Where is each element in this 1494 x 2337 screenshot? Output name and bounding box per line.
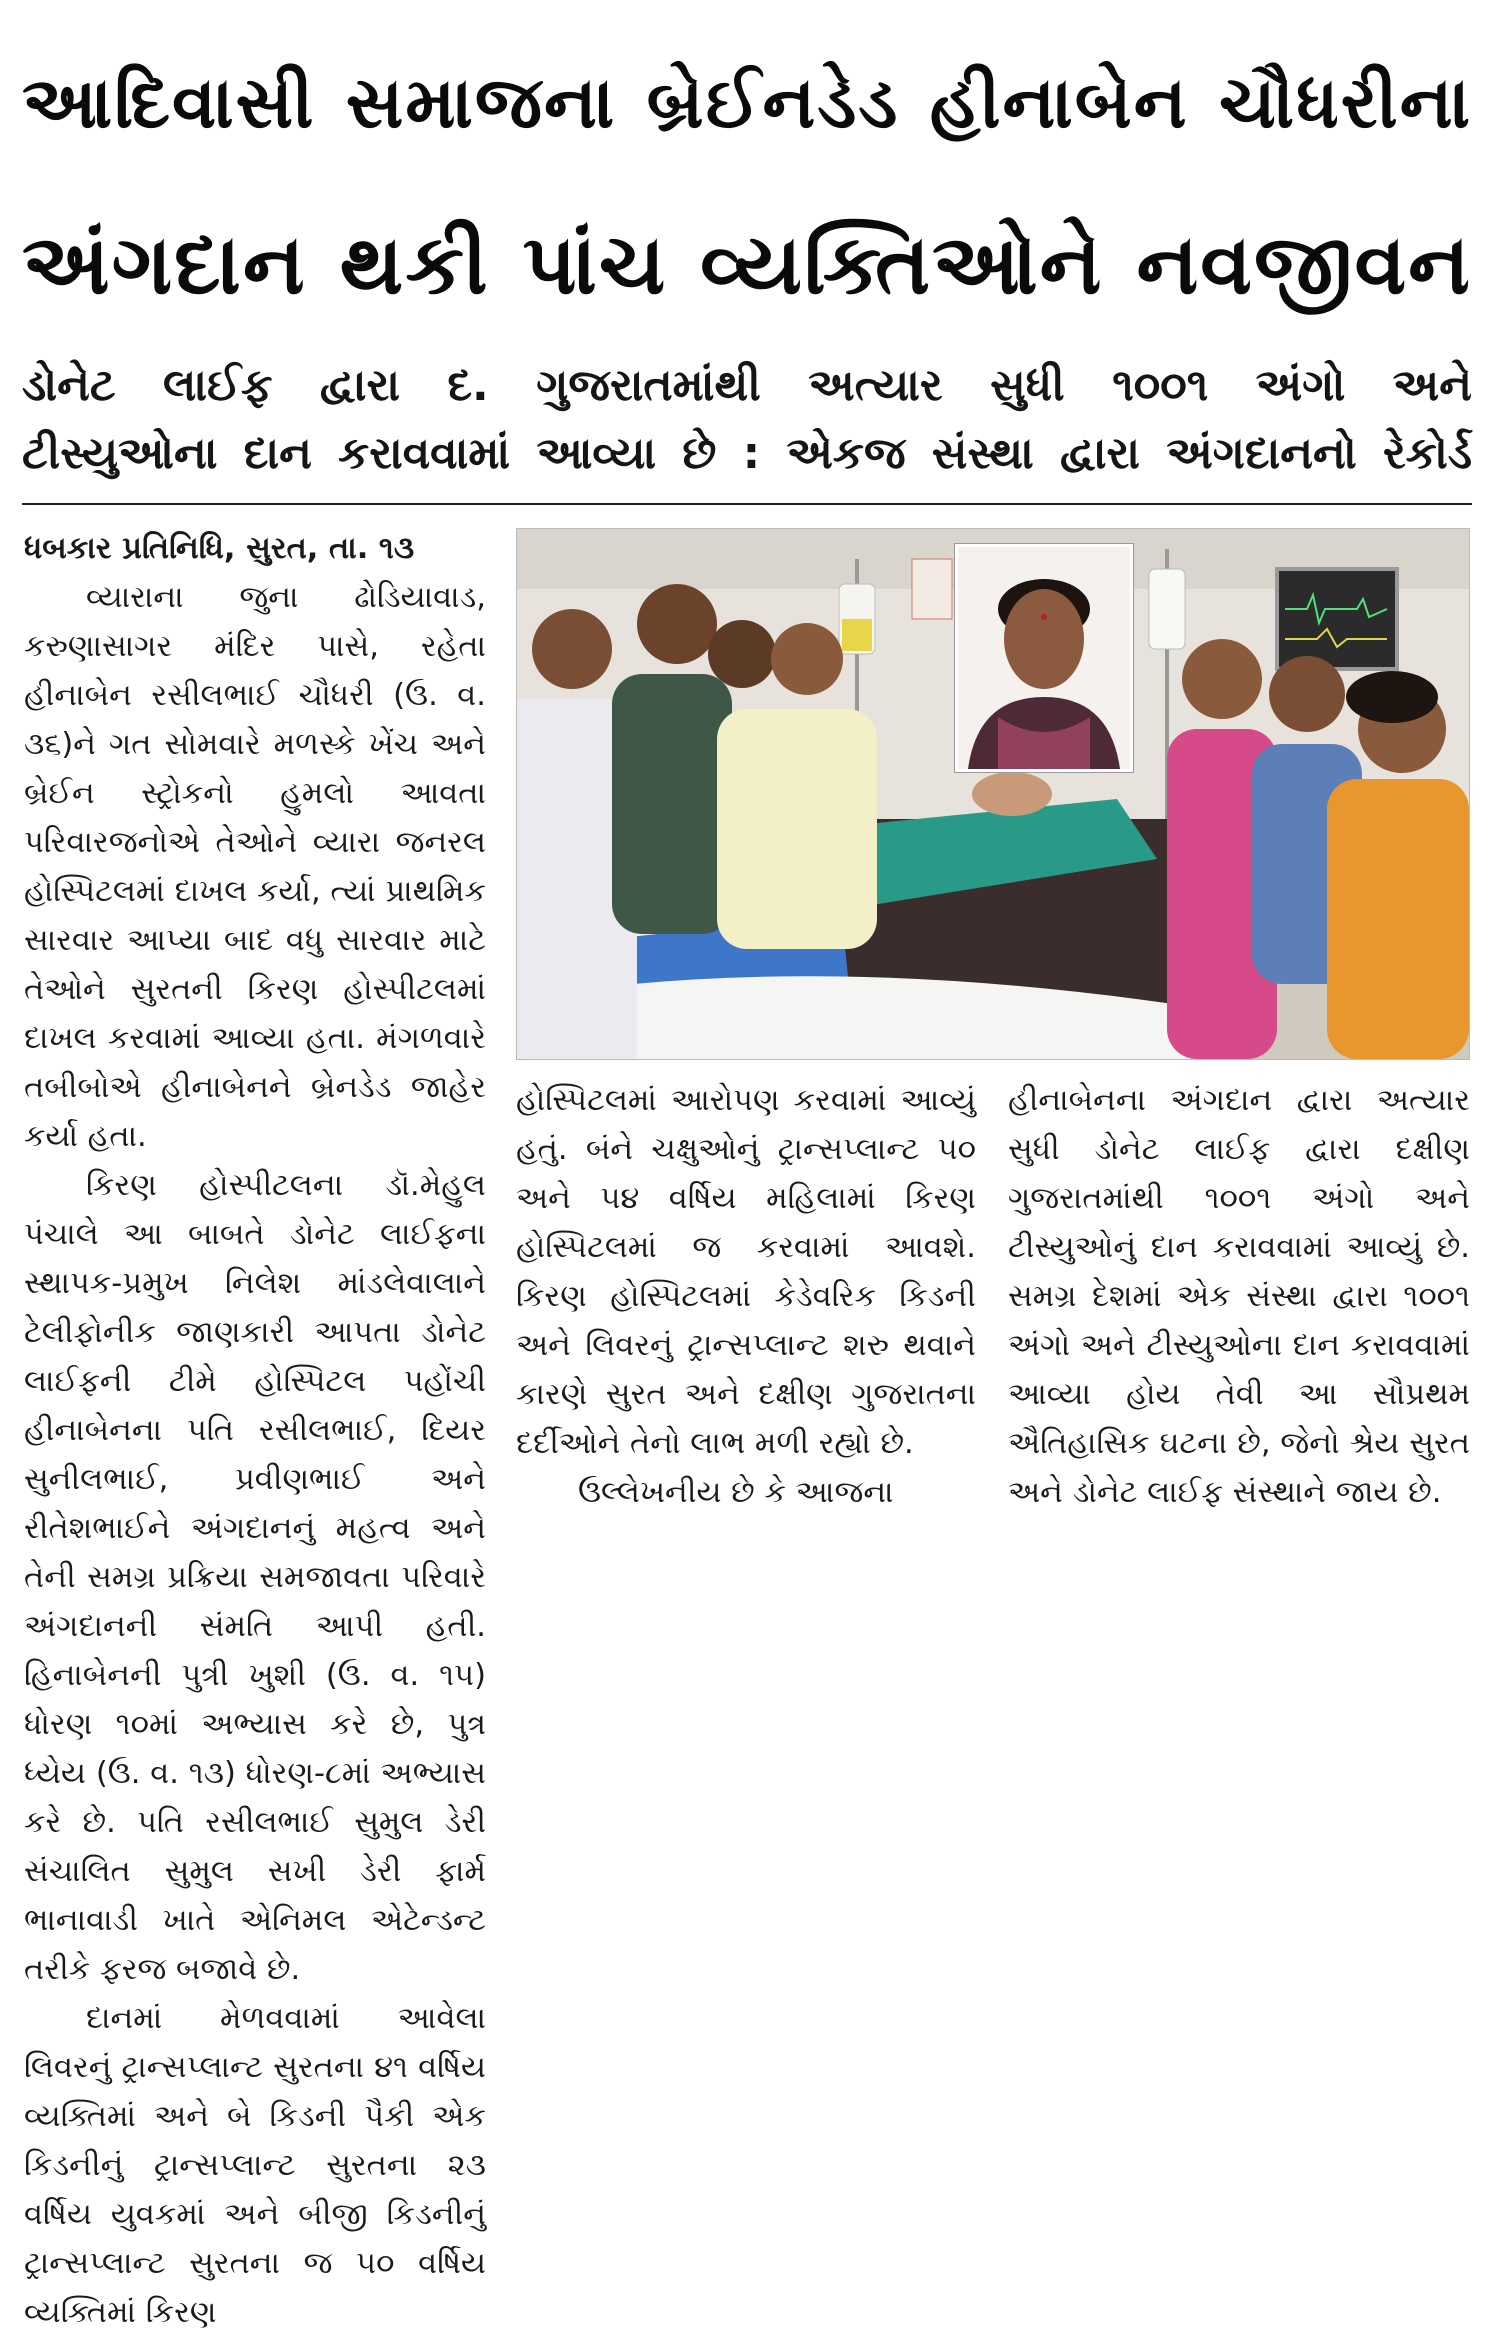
subheadline-line-2: ટીસ્યુઓના દાન કરાવવામાં આવ્યા છે : એકજ સંસ્થા દ્વારા અંગદાનનો રેકોર્ડ (22, 428, 1472, 479)
article-column-1 (24, 524, 486, 2337)
dateline: ધબકાર પ્રતિનિધિ, સુરત, તા. ૧૩ (24, 531, 415, 566)
headline-line-2: અંગદાન થકી પાંચ વ્યક્તિઓને નવજીવન (22, 216, 1472, 313)
article-column-2 (516, 1076, 976, 1517)
paragraph: દાનમાં મેળવવામાં આવેલા લિવરનું ટ્રાન્સપ્લાન્ટ સુરતના ૪૧ વર્ષિય વ્યક્તિમાં અને બે કિડની પૈકી એક કિડનીનું ટ્રાન્સપ્લાન્ટ સુરતના ૨૩ વર્ષિય યુવકમાં અને બીજી કિડનીનું ટ્રાન્સપ્લાન્ટ સુરતના જ ૫૦ વર્ષિય વ્યક્તિમાં કિરણ (24, 2001, 486, 2330)
paragraph: વ્યારાના જુના ઢોડિયાવાડ, કરુણાસાગર મંદિર પાસે, રહેતા હીનાબેન રસીલભાઈ ચૌધરી (ઉ. વ. ૩૬)ને ગત સોમવારે મળસ્કે ખેંચ અને બ્રેઈન સ્ટ્રોકનો હુમલો આવતા પરિવારજનોએ તેઓને વ્યારા જનરલ હોસ્પિટલમાં દાખલ કર્યા, ત્યાં પ્રાથમિક સારવાર આપ્યા બાદ વધુ સારવાર માટે તેઓને સુરતની કિરણ હોસ્પીટલમાં દાખલ કરવામાં આવ્યા હતા. મંગળવારે તબીબોએ હીનાબેનને બ્રેનડેડ જાહેર કર્યા હતા. (24, 580, 486, 1154)
subheadline-line-1: ડોનેટ લાઈફ દ્વારા દ. ગુજરાતમાંથી અત્યાર સુધી ૧૦૦૧ અંગો અને (22, 360, 1472, 411)
headline-line-1: આદિવાસી સમાજના બ્રેઈનડેડ હીનાબેન ચૌધરીના (22, 61, 1472, 144)
portrait-inset (955, 544, 1133, 772)
paragraph: હોસ્પિટલમાં આરોપણ કરવામાં આવ્યું હતું. બંને ચક્ષુઓનું ટ્રાન્સપ્લાન્ટ ૫૦ અને ૫૪ વર્ષિય મહિલામાં કિરણ હોસ્પિટલમાં જ કરવામાં આવશે. કિરણ હોસ્પિટલમાં કેડેવરિક કિડની અને લિવરનું ટ્રાન્સપ્લાન્ટ શરુ થવાને કારણે સુરત અને દક્ષીણ ગુજરાતના દર્દીઓને તેનો લાભ મળી રહ્યો છે. (516, 1083, 976, 1461)
article-column-3 (1008, 1076, 1470, 1517)
headline-divider (22, 503, 1472, 505)
paragraph: હીનાબેનના અંગદાન દ્વારા અત્યાર સુધી ડોનેટ લાઈફ દ્વારા દક્ષીણ ગુજરાતમાંથી ૧૦૦૧ અંગો અને ટીસ્યુઓનું દાન કરાવવામાં આવ્યું છે. સમગ્ર દેશમાં એક સંસ્થા દ્વારા ૧૦૦૧ અંગો અને ટીસ્યુઓના દાન કરાવવામાં આવ્યા હોય તેવી આ સૌપ્રથમ ઐતિહાસિક ઘટના છે, જેનો શ્રેય સુરત અને ડોનેટ લાઈફ સંસ્થાને જાય છે. (1008, 1083, 1470, 1510)
portrait-illustration (958, 547, 1130, 769)
paragraph: કિરણ હોસ્પીટલના ડૉ.મેહુલ પંચાલે આ બાબતે ડોનેટ લાઈફના સ્થાપક-પ્રમુખ નિલેશ માંડલેવાલાને ટેલીફોનીક જાણકારી આપતા ડોનેટ લાઈફની ટીમે હોસ્પિટલ પહોંચી હીનાબેનના પતિ રસીલભાઈ, દિયર સુનીલભાઈ, પ્રવીણભાઈ અને રીતેશભાઈને અંગદાનનું મહત્વ અને તેની સમગ્ર પ્રક્રિયા સમજાવતા પરિવારે અંગદાનની સંમતિ આપી હતી. હિનાબેનની પુત્રી ખુશી (ઉ. વ. ૧૫) ધોરણ ૧૦માં અભ્યાસ કરે છે, પુત્ર ધ્યેય (ઉ. વ. ૧૩) ધોરણ-૮માં અભ્યાસ કરે છે. પતિ રસીલભાઈ સુમુલ ડેરી સંચાલિત સુમુલ સખી ડેરી ફાર્મ ભાનાવાડી ખાતે એનિમલ એટેન્ડન્ટ તરીકે ફરજ બજાવે છે. (24, 1168, 486, 1987)
paragraph: ઉલ્લેખનીય છે કે આજના (578, 1475, 894, 1510)
